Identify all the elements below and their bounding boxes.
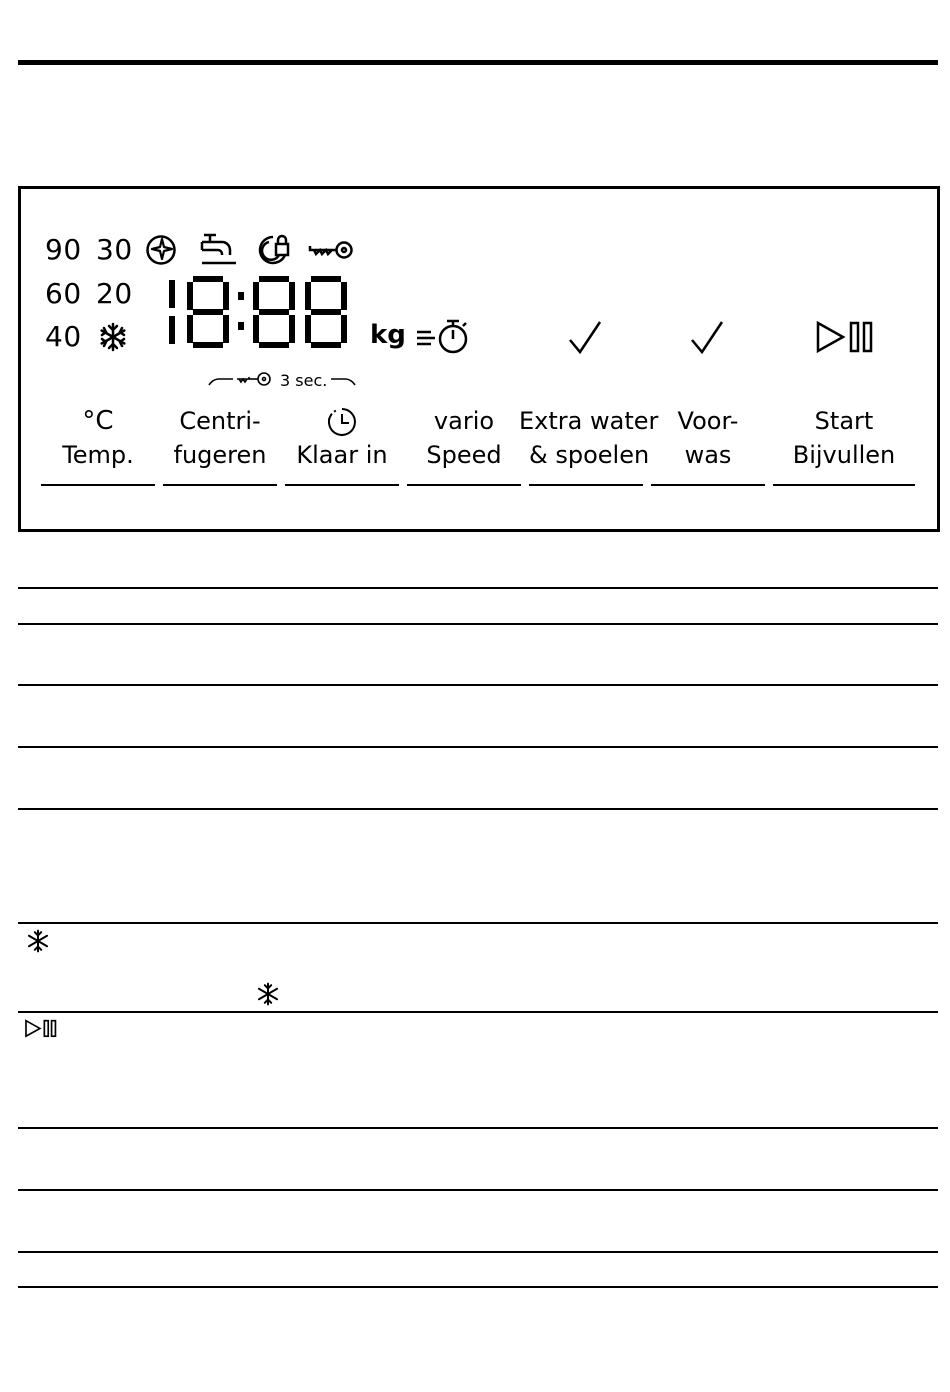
tap-icon [200,233,238,267]
key-icon [308,238,354,262]
clock-icon [285,404,399,438]
button-spin-label-1: Centri- [179,407,261,435]
button-underline [285,484,399,486]
check-icon [568,320,602,356]
button-extra-water-label-1: Extra water [519,407,659,435]
button-vario-speed-label-1: vario [433,407,495,435]
table-rule [18,808,938,810]
button-prewash[interactable] [651,404,765,486]
table-rule [18,1189,938,1191]
button-ready-in[interactable] [285,404,399,486]
button-underline [41,484,155,486]
stain-icon [145,233,179,267]
temp-30: 30 [96,233,133,266]
button-prewash-label-1: Voor- [677,407,739,435]
button-start-reload[interactable] [773,404,915,486]
temp-60: 60 [45,277,82,310]
check-icon [690,320,724,356]
button-temperature-symbol: °C [82,406,114,436]
button-ready-in-label: Klaar in [296,441,388,469]
child-lock-duration: 3 sec. [280,371,328,390]
table-rule [18,623,938,625]
table-rule [18,1011,938,1013]
start-pause-icon [815,320,875,356]
button-vario-speed-label-2: Speed [426,441,502,469]
button-spin[interactable] [163,404,277,486]
temp-20: 20 [96,277,133,310]
night-lock-icon [255,233,293,267]
snowflake-icon [256,982,280,1006]
button-spin-label-2: fugeren [173,441,267,469]
table-rule [18,587,938,589]
table-rule [18,684,938,686]
button-start-label-2: Bijvullen [792,441,896,469]
segment-display [165,274,355,350]
snowflake-icon [26,929,50,953]
button-extra-water-label-2: & spoelen [529,441,650,469]
button-underline [773,484,915,486]
table-rule [18,1251,938,1253]
button-prewash-label-2: was [684,441,732,469]
table-rule [18,1127,938,1129]
button-extra-water-rinse[interactable] [519,404,659,486]
snowflake-icon [98,322,128,352]
temp-40: 40 [45,320,82,353]
table-rule [18,746,938,748]
button-vario-speed[interactable] [407,404,521,486]
button-underline [407,484,521,486]
button-underline [529,484,643,486]
start-pause-icon [24,1019,58,1039]
speed-timer-icon [415,318,471,356]
temp-90: 90 [45,233,82,266]
table-rule [18,922,938,924]
weight-unit: kg [370,320,406,350]
button-underline [163,484,277,486]
button-temperature[interactable] [41,404,155,486]
button-start-label-1: Start [814,407,874,435]
button-underline [651,484,765,486]
button-temperature-label: Temp. [62,441,134,469]
table-rule [18,1286,938,1288]
header-rule [18,60,938,65]
